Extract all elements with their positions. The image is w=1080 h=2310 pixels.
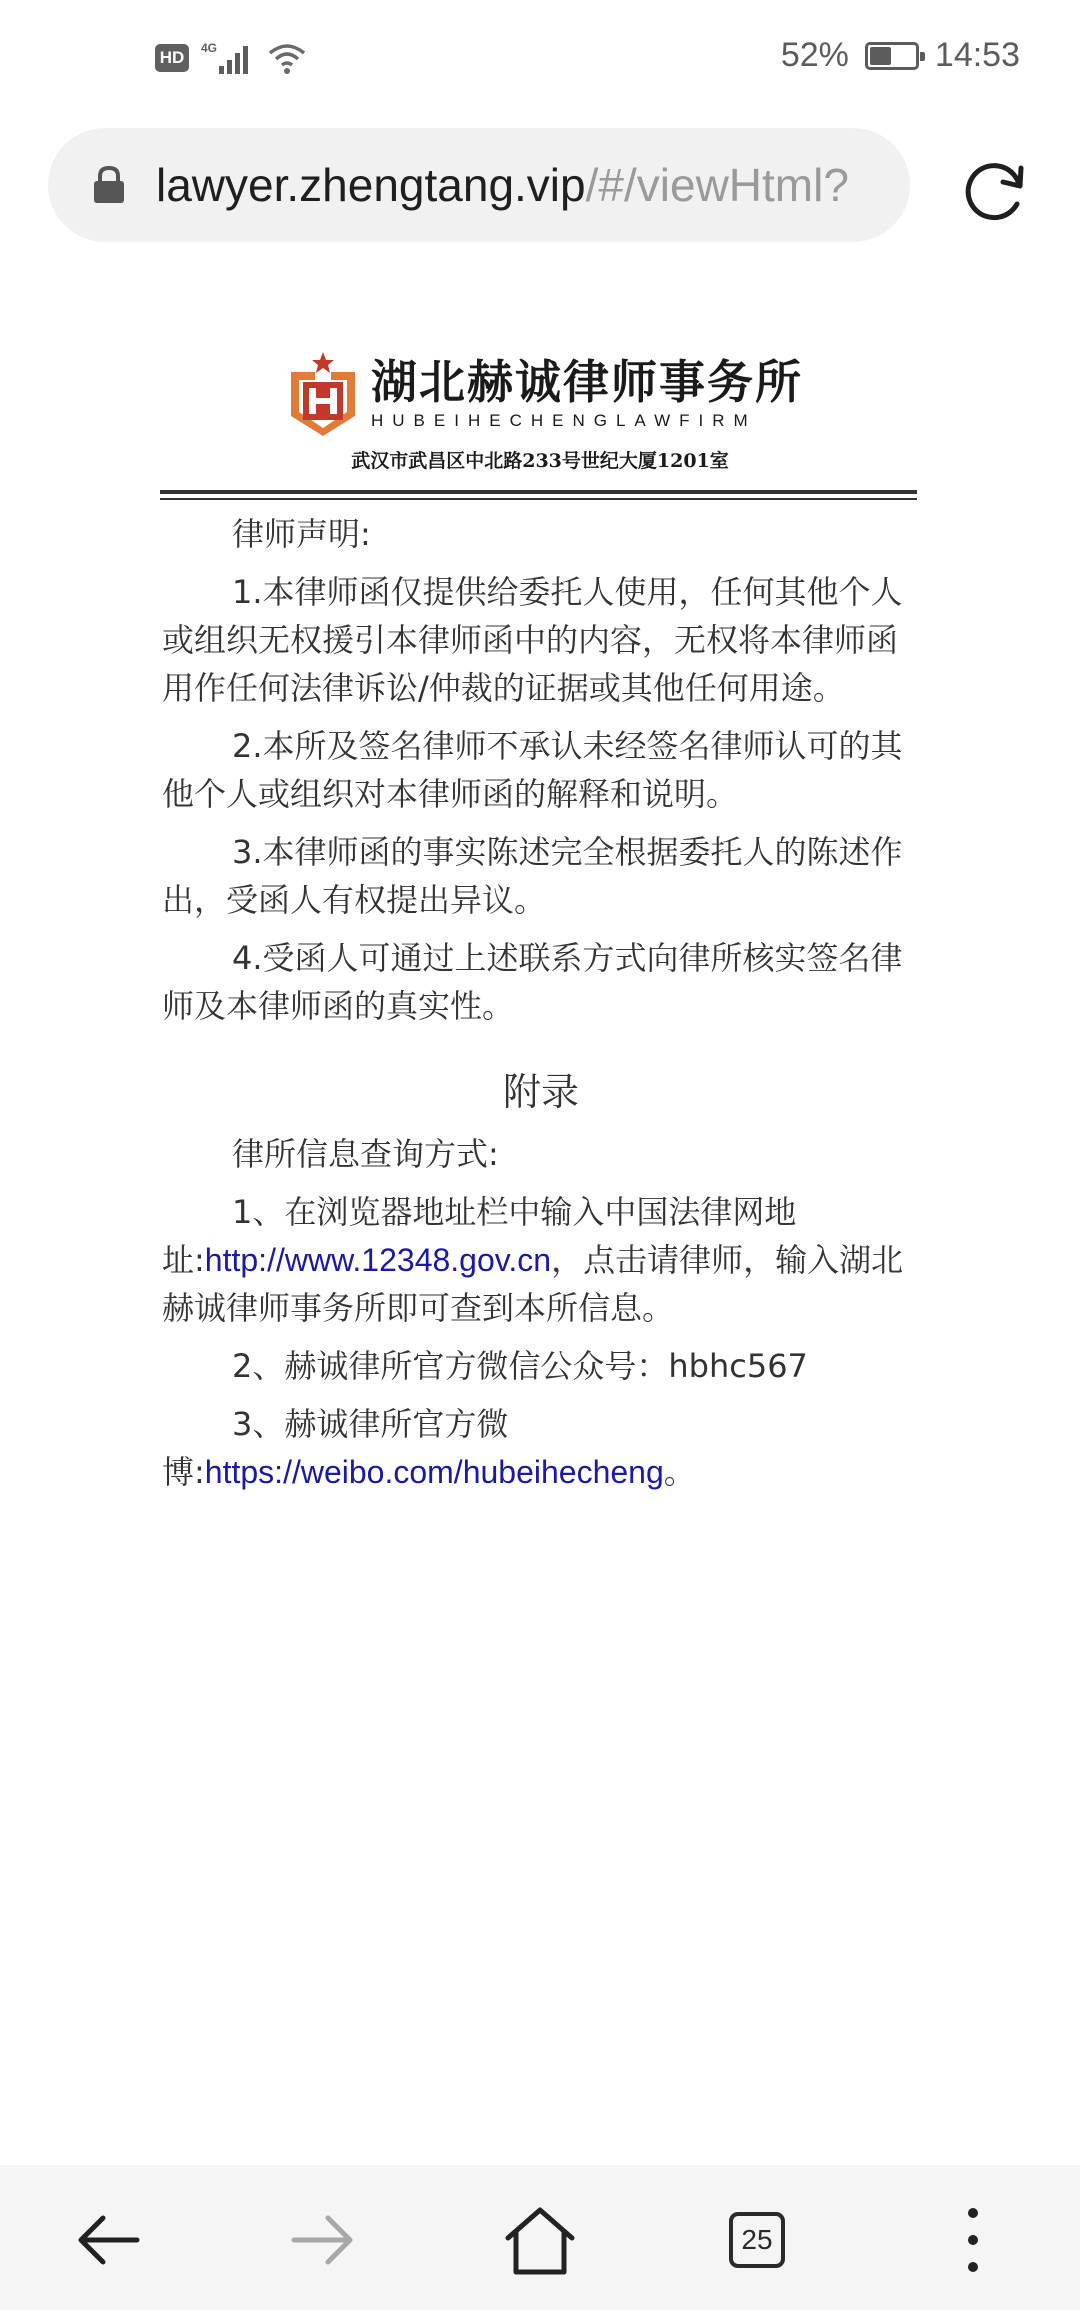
browser-bottom-nav — [0, 2165, 1080, 2310]
tab-count: 25 — [729, 2212, 785, 2268]
url-path: /#/viewHtml? — [585, 159, 849, 211]
appendix-item-3-suffix: 。 — [663, 1453, 696, 1491]
firm-address: 武汉市武昌区中北路233号世纪大厦1201室 — [351, 450, 729, 472]
status-right — [781, 36, 1020, 75]
letter-body — [162, 510, 920, 1506]
back-button[interactable] — [63, 2195, 153, 2285]
firm-name-block — [371, 357, 803, 431]
firm-logo-row — [285, 350, 803, 438]
forward-arrow-icon — [288, 2210, 358, 2270]
reload-icon — [959, 154, 1031, 226]
home-icon — [502, 2202, 578, 2278]
law-site-link[interactable]: http://www.12348.gov.cn — [204, 1242, 552, 1278]
appendix-item-1-suffix: ，点击请律师，输入湖北赫诚律师事务所即可查到本所信息。 — [162, 1241, 904, 1327]
query-heading: 律所信息查询方式: — [232, 1135, 499, 1173]
hd-badge: HD — [155, 44, 189, 72]
url-text[interactable] — [156, 158, 849, 212]
battery-level — [870, 47, 891, 65]
appendix-item-3-prefix: 3、赫诚律所官方微博: — [162, 1405, 509, 1491]
declaration-item: 4.受函人可通过上述联系方式向律所核实签名律师及本律师函的真实性。 — [162, 939, 903, 1025]
svg-text:4G: 4G — [201, 41, 218, 55]
lock-icon — [92, 165, 126, 205]
appendix-title: 附录 — [502, 1070, 579, 1114]
cellular-signal-icon — [201, 40, 255, 76]
battery-percent: 52% — [780, 36, 849, 74]
status-left-icons — [155, 40, 307, 76]
home-button[interactable] — [495, 2195, 585, 2285]
reload-button[interactable] — [955, 150, 1035, 230]
tabs-button[interactable] — [712, 2195, 802, 2285]
appendix-item-1-prefix: 1、在浏览器地址栏中输入中国法律网地址: — [162, 1193, 797, 1279]
firm-logo-icon — [285, 350, 361, 438]
firm-name: 湖北赫诚律师事务所 — [371, 355, 803, 409]
appendix-item-3 — [162, 1400, 920, 1496]
header-rule-thick — [160, 490, 917, 494]
clock: 14:53 — [934, 36, 1020, 74]
wifi-icon — [267, 40, 307, 76]
url-domain: lawyer.zhengtang.vip — [156, 159, 586, 211]
firm-name-en: HUBEIHECHENGLAWFIRM — [371, 411, 757, 430]
menu-button[interactable] — [928, 2195, 1018, 2285]
weibo-link[interactable]: https://weibo.com/hubeihecheng — [204, 1454, 664, 1490]
appendix-item-1 — [162, 1188, 920, 1332]
forward-button[interactable] — [278, 2195, 368, 2285]
declaration-item: 3.本律师函的事实陈述完全根据委托人的陈述作出，受函人有权提出异议。 — [162, 833, 903, 919]
more-vertical-icon — [963, 2205, 983, 2275]
declaration-heading: 律师声明: — [232, 515, 371, 553]
address-bar[interactable] — [48, 128, 910, 242]
status-bar — [0, 0, 1080, 125]
battery-icon — [865, 42, 919, 70]
declaration-item: 1.本律师函仅提供给委托人使用，任何其他个人或组织无权援引本律师函中的内容，无权将本律师函用作任何法律诉讼/仲裁的证据或其他任何用途。 — [162, 573, 903, 707]
back-arrow-icon — [73, 2210, 143, 2270]
declaration-item: 2.本所及签名律师不承认未经签名律师认可的其他个人或组织对本律师函的解释和说明。 — [162, 727, 903, 813]
header-rule-thin — [160, 498, 917, 500]
appendix-item-2: 2、赫诚律所官方微信公众号：hbhc567 — [232, 1347, 808, 1385]
